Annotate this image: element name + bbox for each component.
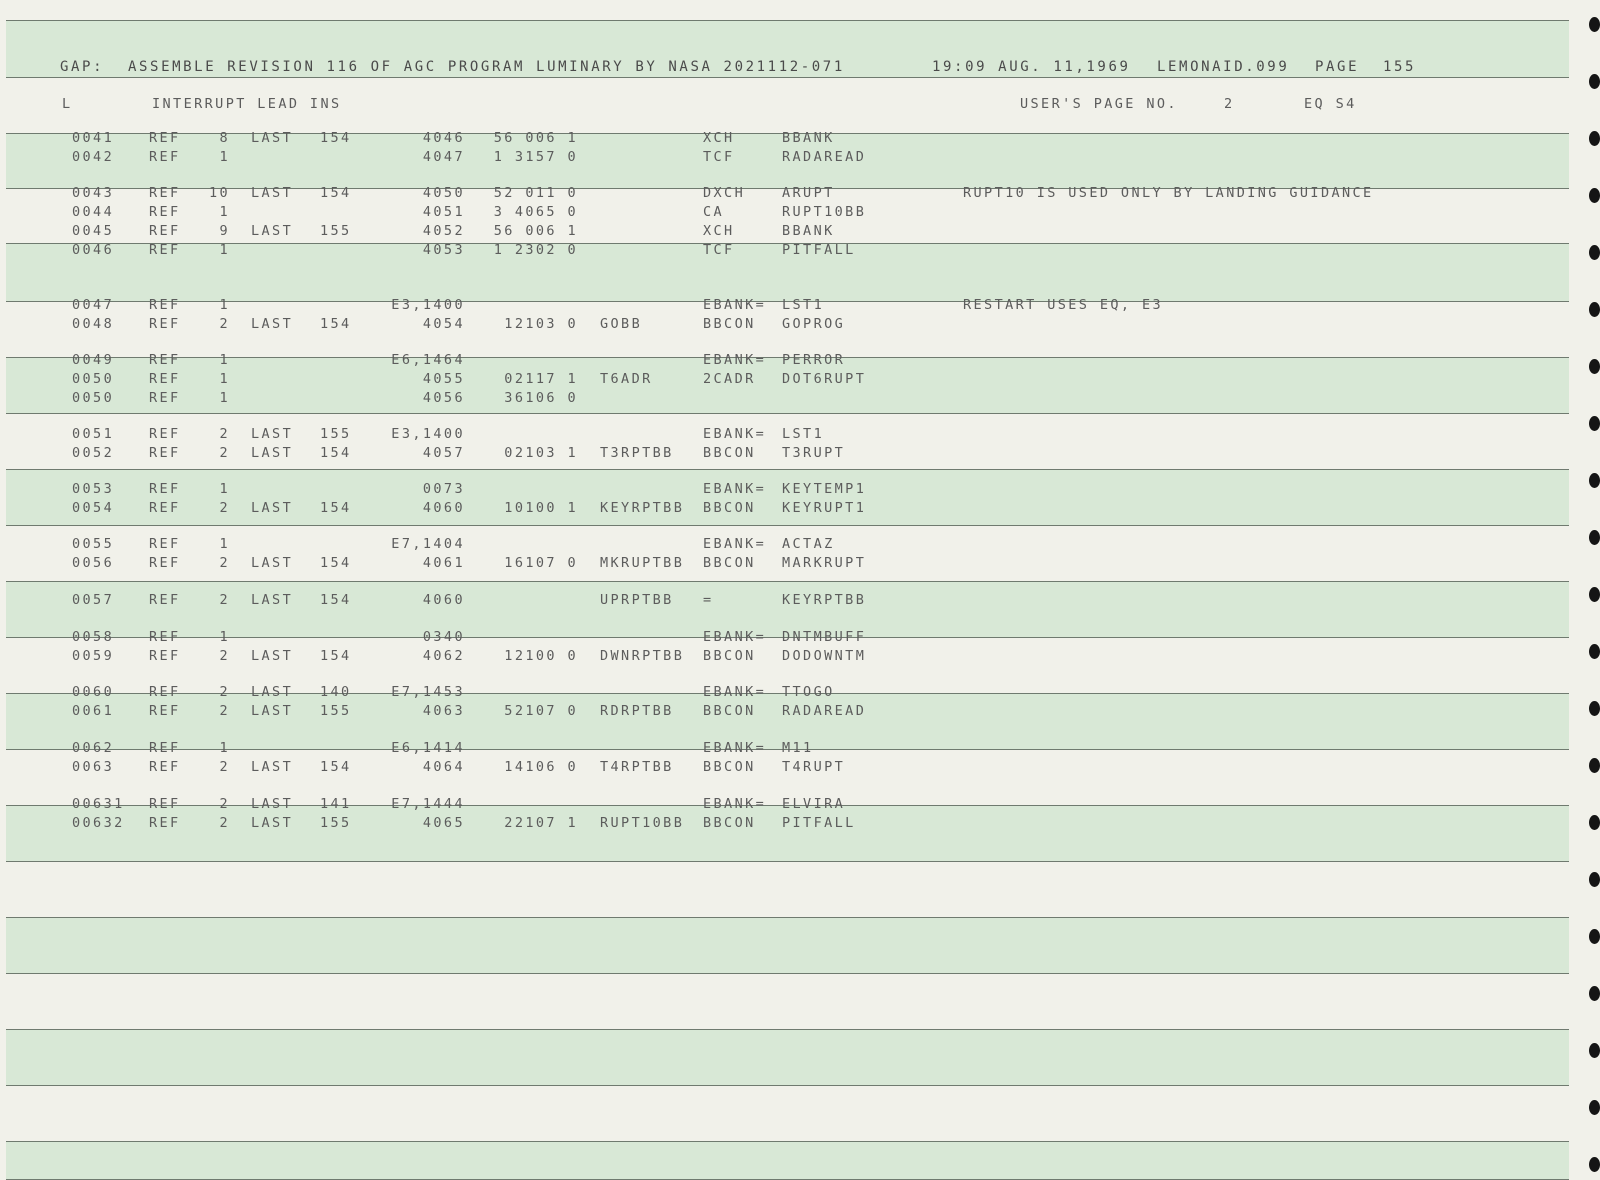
header-page-label: PAGE (1315, 59, 1360, 75)
listing-last: LAST (251, 500, 294, 516)
listing-last: LAST (251, 316, 294, 332)
listing-code: 1 2302 0 (493, 242, 578, 258)
listing-operand: DOT6RUPT (782, 371, 867, 387)
listing-last: LAST (251, 703, 294, 719)
listing-line: 0057 (72, 592, 115, 608)
listing-line: 0048 (72, 316, 115, 332)
listing-addr: 4050 (422, 185, 465, 201)
listing-ref: REF (149, 815, 181, 831)
listing-line: 0058 (72, 629, 115, 645)
form-rule (6, 1141, 1569, 1142)
tractor-feed-hole (1589, 416, 1600, 431)
listing-n: 10 (208, 185, 230, 201)
listing-n: 2 (219, 759, 230, 775)
tractor-feed-hole (1589, 473, 1600, 488)
listing-operand: TTOGO (782, 684, 835, 700)
listing-last-page: 155 (320, 703, 352, 719)
listing-line: 0061 (72, 703, 115, 719)
tractor-feed-hole (1589, 815, 1600, 830)
listing-n: 2 (219, 796, 230, 812)
listing-addr: 4065 (422, 815, 465, 831)
listing-last: LAST (251, 130, 294, 146)
listing-last: LAST (251, 648, 294, 664)
listing-label: T3RPTBB (600, 445, 674, 461)
listing-op: = (703, 592, 714, 608)
listing-ref: REF (149, 555, 181, 571)
listing-ref: REF (149, 629, 181, 645)
subheader-marker: L (62, 96, 73, 112)
listing-n: 1 (219, 371, 230, 387)
tractor-feed-hole (1589, 1157, 1600, 1172)
listing-label: UPRPTBB (600, 592, 674, 608)
listing-n: 2 (219, 592, 230, 608)
listing-op: BBCON (703, 445, 756, 461)
listing-ref: REF (149, 445, 181, 461)
listing-operand: BBANK (782, 130, 835, 146)
listing-addr: 0340 (422, 629, 465, 645)
listing-addr: 4056 (422, 390, 465, 406)
listing-line: 0043 (72, 185, 115, 201)
listing-operand: T4RUPT (782, 759, 846, 775)
listing-addr: 4047 (422, 149, 465, 165)
listing-ref: REF (149, 297, 181, 313)
listing-op: BBCON (703, 815, 756, 831)
form-band (6, 973, 1569, 1029)
listing-ref: REF (149, 536, 181, 552)
listing-op: EBANK= (703, 740, 767, 756)
listing-comment: RESTART USES EQ, E3 (963, 297, 1164, 313)
tractor-feed-hole (1589, 587, 1600, 602)
listing-n: 2 (219, 684, 230, 700)
listing-code: 22107 1 (504, 815, 578, 831)
tractor-feed-hole (1589, 188, 1600, 203)
listing-operand: RADAREAD (782, 703, 867, 719)
listing-n: 1 (219, 536, 230, 552)
listing-operand: GOPROG (782, 316, 846, 332)
listing-last-page: 154 (320, 648, 352, 664)
listing-code: 02103 1 (504, 445, 578, 461)
listing-addr: 4053 (422, 242, 465, 258)
listing-n: 2 (219, 426, 230, 442)
listing-ref: REF (149, 481, 181, 497)
listing-n: 2 (219, 648, 230, 664)
tractor-feed-hole (1589, 131, 1600, 146)
listing-op: EBANK= (703, 629, 767, 645)
listing-line: 0042 (72, 149, 115, 165)
listing-operand: PITFALL (782, 242, 856, 258)
listing-op: BBCON (703, 759, 756, 775)
listing-addr: 4061 (422, 555, 465, 571)
listing-op: TCF (703, 242, 735, 258)
listing-code: 56 006 1 (493, 130, 578, 146)
listing-label: RUPT10BB (600, 815, 685, 831)
listing-n: 2 (219, 703, 230, 719)
listing-addr: E7,1444 (391, 796, 465, 812)
listing-last: LAST (251, 796, 294, 812)
listing-label: DWNRPTBB (600, 648, 685, 664)
listing-n: 2 (219, 555, 230, 571)
listing-label: KEYRPTBB (600, 500, 685, 516)
listing-ref: REF (149, 223, 181, 239)
header-deck: LEMONAID.099 (1157, 59, 1290, 75)
listing-line: 0051 (72, 426, 115, 442)
listing-addr: 4055 (422, 371, 465, 387)
listing-op: EBANK= (703, 536, 767, 552)
listing-last-page: 154 (320, 500, 352, 516)
listing-n: 1 (219, 297, 230, 313)
listing-ref: REF (149, 242, 181, 258)
subheader-section: INTERRUPT LEAD INS (152, 96, 342, 112)
listing-n: 1 (219, 149, 230, 165)
listing-operand: M11 (782, 740, 814, 756)
listing-addr: 4057 (422, 445, 465, 461)
listing-line: 0052 (72, 445, 115, 461)
listing-last-page: 155 (320, 426, 352, 442)
form-band (6, 917, 1569, 973)
listing-op: EBANK= (703, 684, 767, 700)
tractor-feed-hole (1589, 17, 1600, 32)
listing-op: EBANK= (703, 796, 767, 812)
listing-ref: REF (149, 592, 181, 608)
tractor-feed-hole (1589, 929, 1600, 944)
listing-op: EBANK= (703, 352, 767, 368)
listing-ref: REF (149, 500, 181, 516)
listing-last: LAST (251, 555, 294, 571)
listing-ref: REF (149, 740, 181, 756)
listing-ref: REF (149, 648, 181, 664)
listing-ref: REF (149, 185, 181, 201)
header-timestamp: 19:09 AUG. 11,1969 (932, 59, 1131, 75)
listing-code: 12100 0 (504, 648, 578, 664)
tractor-feed-hole (1589, 302, 1600, 317)
listing-op: 2CADR (703, 371, 756, 387)
listing-line: 0045 (72, 223, 115, 239)
listing-line: 0050 (72, 371, 115, 387)
form-rule (6, 413, 1569, 414)
listing-op: XCH (703, 223, 735, 239)
listing-ref: REF (149, 796, 181, 812)
listing-operand: PITFALL (782, 815, 856, 831)
listing-last-page: 155 (320, 815, 352, 831)
listing-last-page: 154 (320, 130, 352, 146)
tractor-feed-hole (1589, 872, 1600, 887)
listing-last: LAST (251, 815, 294, 831)
listing-line: 0041 (72, 130, 115, 146)
listing-line: 0055 (72, 536, 115, 552)
listing-operand: T3RUPT (782, 445, 846, 461)
listing-last-page: 154 (320, 316, 352, 332)
form-band (6, 861, 1569, 917)
listing-addr: 4064 (422, 759, 465, 775)
listing-last-page: 141 (320, 796, 352, 812)
form-rule (6, 973, 1569, 974)
listing-label: T4RPTBB (600, 759, 674, 775)
tractor-feed-hole (1589, 359, 1600, 374)
listing-last-page: 140 (320, 684, 352, 700)
listing-line: 0046 (72, 242, 115, 258)
tractor-feed-hole (1589, 758, 1600, 773)
listing-last: LAST (251, 185, 294, 201)
user-page-number: 2 (1224, 96, 1235, 112)
listing-last-page: 154 (320, 592, 352, 608)
form-band (6, 525, 1569, 581)
listing-last-page: 154 (320, 185, 352, 201)
tractor-feed-hole (1589, 1100, 1600, 1115)
listing-n: 2 (219, 500, 230, 516)
listing-addr: 4052 (422, 223, 465, 239)
listing-n: 1 (219, 352, 230, 368)
listing-addr: 4054 (422, 316, 465, 332)
listing-op: EBANK= (703, 297, 767, 313)
subheader-eq: EQ S4 (1304, 96, 1357, 112)
form-rule (6, 1029, 1569, 1030)
listing-n: 1 (219, 204, 230, 220)
header-page-number: 155 (1383, 59, 1417, 75)
listing-addr: 4062 (422, 648, 465, 664)
tractor-feed-hole (1589, 530, 1600, 545)
listing-line: 0062 (72, 740, 115, 756)
tractor-feed-hole (1589, 74, 1600, 89)
listing-addr: 4060 (422, 500, 465, 516)
listing-last: LAST (251, 759, 294, 775)
listing-code: 3 4065 0 (493, 204, 578, 220)
listing-op: DXCH (703, 185, 746, 201)
listing-operand: PERROR (782, 352, 846, 368)
listing-addr: 0073 (422, 481, 465, 497)
listing-operand: KEYRUPT1 (782, 500, 867, 516)
listing-line: 0056 (72, 555, 115, 571)
listing-comment: RUPT10 IS USED ONLY BY LANDING GUIDANCE (963, 185, 1374, 201)
listing-code: 1 3157 0 (493, 149, 578, 165)
listing-last: LAST (251, 684, 294, 700)
tractor-feed-hole (1589, 701, 1600, 716)
form-rule (6, 77, 1569, 78)
listing-last: LAST (251, 445, 294, 461)
listing-addr: E3,1400 (391, 297, 465, 313)
listing-addr: 4060 (422, 592, 465, 608)
listing-code: 02117 1 (504, 371, 578, 387)
listing-addr: E6,1464 (391, 352, 465, 368)
listing-operand: KEYTEMP1 (782, 481, 867, 497)
form-band (6, 1141, 1569, 1179)
listing-ref: REF (149, 371, 181, 387)
listing-ref: REF (149, 759, 181, 775)
header-title: ASSEMBLE REVISION 116 OF AGC PROGRAM LUMINARY BY NASA 2021112-071 (128, 59, 845, 75)
listing-code: 52 011 0 (493, 185, 578, 201)
listing-last: LAST (251, 223, 294, 239)
listing-n: 9 (219, 223, 230, 239)
listing-line: 0047 (72, 297, 115, 313)
form-rule (6, 1085, 1569, 1086)
form-rule (6, 861, 1569, 862)
listing-last-page: 154 (320, 759, 352, 775)
listing-code: 14106 0 (504, 759, 578, 775)
listing-code: 10100 1 (504, 500, 578, 516)
listing-operand: RUPT10BB (782, 204, 867, 220)
listing-n: 8 (219, 130, 230, 146)
tractor-feed-hole (1589, 245, 1600, 260)
listing-n: 1 (219, 481, 230, 497)
listing-code: 12103 0 (504, 316, 578, 332)
listing-addr: E6,1414 (391, 740, 465, 756)
listing-ref: REF (149, 130, 181, 146)
listing-op: BBCON (703, 703, 756, 719)
listing-addr: 4046 (422, 130, 465, 146)
listing-last-page: 154 (320, 555, 352, 571)
listing-line: 00632 (72, 815, 125, 831)
listing-op: BBCON (703, 500, 756, 516)
listing-op: EBANK= (703, 481, 767, 497)
listing-operand: ELVIRA (782, 796, 846, 812)
listing-n: 1 (219, 629, 230, 645)
listing-op: BBCON (703, 316, 756, 332)
listing-n: 1 (219, 242, 230, 258)
tractor-feed-hole (1589, 644, 1600, 659)
listing-operand: RADAREAD (782, 149, 867, 165)
listing-operand: BBANK (782, 223, 835, 239)
listing-ref: REF (149, 149, 181, 165)
listing-ref: REF (149, 352, 181, 368)
listing-line: 0063 (72, 759, 115, 775)
listing-n: 2 (219, 316, 230, 332)
listing-ref: REF (149, 390, 181, 406)
listing-n: 1 (219, 390, 230, 406)
listing-addr: 4051 (422, 204, 465, 220)
listing-line: 0044 (72, 204, 115, 220)
listing-n: 1 (219, 740, 230, 756)
form-band (6, 469, 1569, 525)
listing-op: BBCON (703, 648, 756, 664)
listing-line: 0060 (72, 684, 115, 700)
listing-label: RDRPTBB (600, 703, 674, 719)
listing-op: BBCON (703, 555, 756, 571)
listing-op: XCH (703, 130, 735, 146)
listing-operand: ARUPT (782, 185, 835, 201)
header-gap: GAP: (60, 59, 105, 75)
listing-operand: ACTAZ (782, 536, 835, 552)
listing-operand: LST1 (782, 426, 825, 442)
listing-ref: REF (149, 204, 181, 220)
user-page-label: USER'S PAGE NO. (1020, 96, 1178, 112)
listing-line: 0054 (72, 500, 115, 516)
form-band (6, 1085, 1569, 1141)
listing-operand: KEYRPTBB (782, 592, 867, 608)
listing-code: 56 006 1 (493, 223, 578, 239)
listing-addr: E3,1400 (391, 426, 465, 442)
listing-label: MKRUPTBB (600, 555, 685, 571)
listing-line: 0059 (72, 648, 115, 664)
listing-addr: E7,1404 (391, 536, 465, 552)
listing-last-page: 154 (320, 445, 352, 461)
listing-ref: REF (149, 316, 181, 332)
listing-code: 16107 0 (504, 555, 578, 571)
listing-last: LAST (251, 592, 294, 608)
listing-last: LAST (251, 426, 294, 442)
listing-code: 36106 0 (504, 390, 578, 406)
listing-ref: REF (149, 426, 181, 442)
listing-addr: 4063 (422, 703, 465, 719)
listing-op: CA (703, 204, 725, 220)
form-band (6, 805, 1569, 861)
listing-operand: MARKRUPT (782, 555, 867, 571)
tractor-feed-hole (1589, 986, 1600, 1001)
listing-n: 2 (219, 445, 230, 461)
listing-n: 2 (219, 815, 230, 831)
listing-ref: REF (149, 703, 181, 719)
listing-label: GOBB (600, 316, 643, 332)
form-band (6, 1029, 1569, 1085)
listing-operand: LST1 (782, 297, 825, 313)
form-rule (6, 917, 1569, 918)
listing-operand: DNTMBUFF (782, 629, 867, 645)
listing-line: 00631 (72, 796, 125, 812)
listing-operand: DODOWNTM (782, 648, 867, 664)
listing-line: 0053 (72, 481, 115, 497)
form-rule (6, 525, 1569, 526)
listing-line: 0050 (72, 390, 115, 406)
listing-addr: E7,1453 (391, 684, 465, 700)
listing-ref: REF (149, 684, 181, 700)
listing-last-page: 155 (320, 223, 352, 239)
listing-op: EBANK= (703, 426, 767, 442)
form-rule (6, 581, 1569, 582)
form-rule (6, 20, 1569, 21)
listing-code: 52107 0 (504, 703, 578, 719)
listing-op: TCF (703, 149, 735, 165)
form-rule (6, 469, 1569, 470)
listing-line: 0049 (72, 352, 115, 368)
listing-label: T6ADR (600, 371, 653, 387)
tractor-feed-hole (1589, 1043, 1600, 1058)
